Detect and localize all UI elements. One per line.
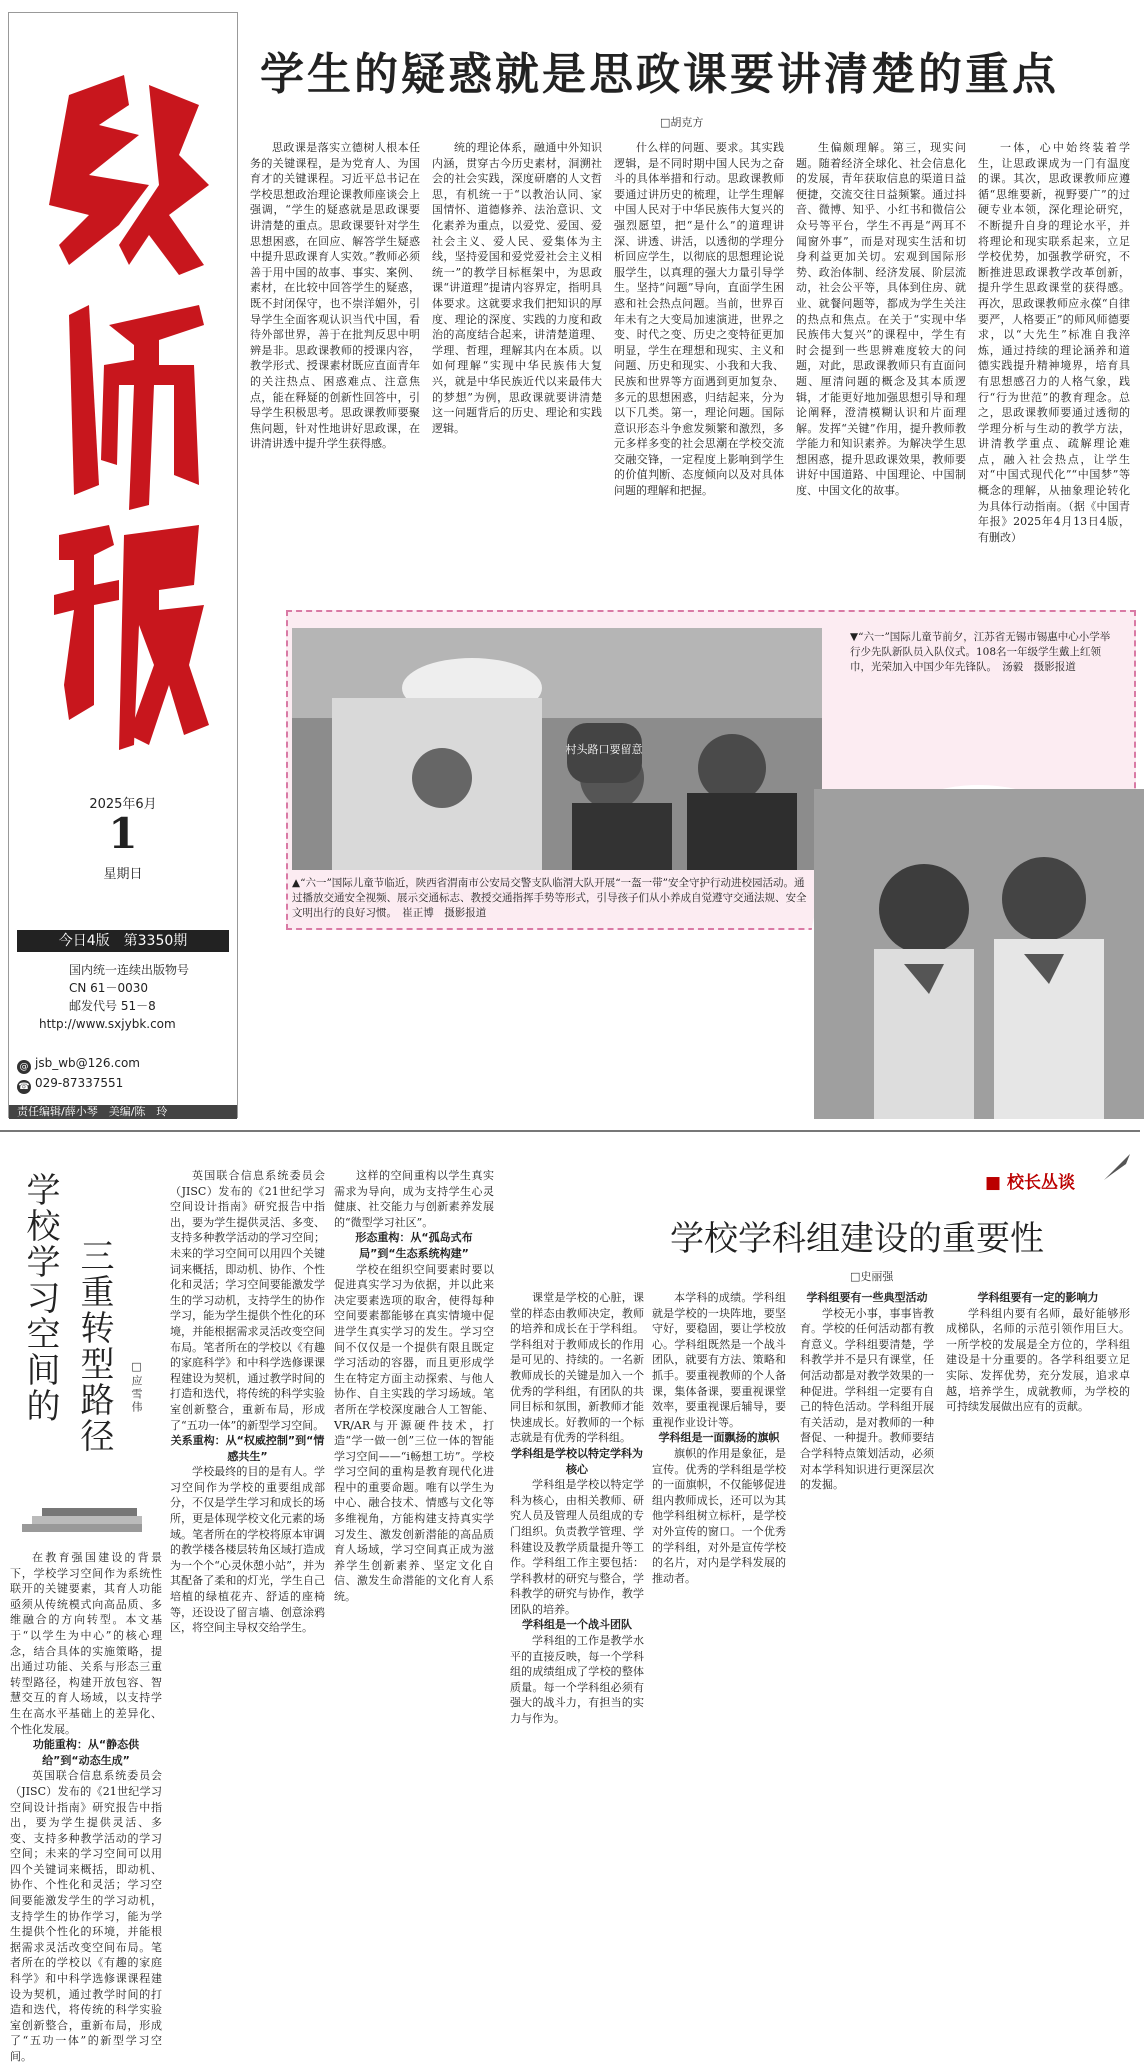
phone-number: 029-87337551 (35, 1076, 124, 1090)
paragraph: 学校无小事，事事皆教育。学校的任何活动都有教育意义。学科组要清楚，学科教学并不是只有课堂，任何活动都是对教学效果的一种促进。学科组一定要有自己的特色活动。学科组开展有关活动，是对教师的一种督促、一种提升。教师要结合学科特点策划活动，必须对本学科知识进行更深层次的发掘。 (800, 1306, 934, 1492)
right-photo-caption: ▼“六一”国际儿童节前夕，江苏省无锡市锡惠中心小学举行少先队新队员入队仪式。108名一年级学生戴上红领巾，光荣加入中国少年先锋队。 汤毅 摄影报道 (850, 631, 1111, 673)
books-decoration (12, 1502, 162, 1542)
column-tag: ■ 校长丛谈 (985, 1173, 1075, 1193)
issue-weekday: 星期日 (103, 867, 143, 882)
paragraph: 英国联合信息系统委员会（JISC）发布的《21世纪学习空间设计指南》研究报告中指出，要为学生提供灵活、多变、支持多种教学活动的学习空间；未来的学习空间可以用四个关键词来概括，即动机、协作、个性化和灵活；学习空间要能激发学生的学习动机，支持学生的协作学习，能为学生提供个性化的环境，并能根据需求灵活改变空间布局。笔者所在的学校以《有趣的家庭科学》和中科学选修课课程建设为契机，通过教学时间的打造和迭代，将传统的科学实验室创新整合，重新布局，形成了“五功一体”的新型学习空间。 (170, 1169, 325, 1432)
sign-text: 村头路口要留意 (565, 743, 643, 756)
cn-number: CN 61－0030 (69, 981, 148, 995)
pen-icon (1100, 1150, 1134, 1184)
right-article-author: □史丽强 (850, 1270, 894, 1283)
paragraph: 统的理论体系，融通中外知识内涵，贯穿古今历史素材，洞溯社会的社会实践，深度研磨的人文哲思，有机统一于“以教治认同、家国情怀、道德修养、法治意识、文化素养为重点，以爱党、爱国、爱社会主义、爱人民、爱集体为主线，坚持爱国和爱党爱社会主义相统一”的教学目标框架中，为思政课“讲道理”提请内容界定，指明具体要求。这就要求我们把知识的厚度、理论的深度、实践的力度和政治的高度结合起来，讲清楚道理、学理、哲理，理解其内在本质。以如何理解“实现中华民族伟大复兴，就是中华民族近代以来最伟大的梦想”为例，思政课就要讲清楚这一问题背后的历史、理论和实践逻辑。 (432, 141, 602, 435)
paragraph: 在教育强国建设的背景下，学校学习空间作为系统性联开的关键要素，其育人功能亟须从传统模式向高品质、多维融合的方向转型。本文基于“以学生为中心”的核心理念，结合具体的实施策略，提出通过功能、关系与形态三重转型路径，构建开放包容、智慧交互的育人场域，以支持学生在高水平基础上的差异化、个性化发展。 (10, 1551, 162, 1736)
subheading: 关系重构：从“权威控制”到“情感共生” (170, 1434, 325, 1463)
website-url[interactable]: http://www.sxjybk.com (39, 1017, 176, 1031)
section-divider (0, 1130, 1140, 1132)
right-article-column-2 (652, 1290, 786, 1895)
paragraph: 本学科的成绩。学科组就是学校的一块阵地，要坚守好，要稳固，要让学校放心。学科组既然是一个战斗团队，就要有方法、策略和抓手。要重视教师的个人备课，集体备课，要重视课堂效率，要重视课后辅导，要重视作业设计等。 (652, 1291, 786, 1429)
left-article-title-line1: 学校学习空间的 (20, 1172, 60, 1424)
paragraph: 思政课是落实立德树人根本任务的关键课程，是为党育人、为国育才的关键课程。习近平总书记在学校思想政治理论课教师座谈会上强调，“学生的疑惑就是思政课要讲清楚的重点。思政课要针对学生思想困惑，在回应、解答学生疑惑中提升思政课育人实效。”教师必须善于用中国的故事、事实、案例、素材，在比较中回答学生的疑惑，既不封闭保守，也不崇洋媚外，引导学生全面客观认识当代中国，看待外部世界，善于在批判反思中明辨是非。思政课教师的授课内容，教学形式、授课素材既应直面青年的关注热点、困惑难点、注意焦点，能在释疑的创新性回答中，引导学生积极思考。思政课教师要聚焦问题，针对性地讲好思政课，在讲清讲透中提升学生获得感。 (250, 141, 420, 451)
paragraph: 学科组内要有名师，最好能够形成梯队，名师的示范引领作用巨大。一所学校的发展是全方位的，学科组建设是十分重要的。各学科组要立足实际、发挥优势，充分发展，追求卓越，培养学生，成就教师，为学校的可持续发展做出应有的贡献。 (946, 1306, 1130, 1414)
issue-date-year-month: 2025年6月 (89, 797, 157, 812)
quill-icon (1100, 1150, 1134, 1184)
email-icon: @ (17, 1060, 31, 1074)
subheading: 学科组是一面飘扬的旗帜 (658, 1431, 780, 1445)
paragraph: 什么样的问题、要求。其实践逻辑，是不同时期中国人民为之奋斗的具体举措和行动。思政课教师要通过讲历史的梳理，让学生理解中国人民对于中华民族伟大复兴的强烈愿望，把“是什么”的道理讲深、讲透、讲活，以透彻的学理分析回应学生，以彻底的思想理论说服学生，以真理的强大力量引导学生。坚持“问题”导向，直面学生困惑和社会热点问题。当前，世界百年未有之大变局加速演进，世界之变、时代之变、历史之变特征更加明显，学生在理想和现实、主义和问题、历史和现实、小我和大我、民族和世界等方面遇到更加复杂、多元的思想困惑，归结起来，分为以下几类。第一，理论问题。国际意识形态斗争愈发频繁和激烈，多元多样多变的社会思潮在学校交流交融交锋，一定程度上影响到学生的价值判断、态度倾向以及对具体问题的理解和把握。 (614, 141, 784, 498)
masthead (8, 12, 238, 1118)
photo-illustration (814, 789, 1144, 1119)
issn-label: 国内统一连续出版物号 (69, 963, 190, 977)
phone-row (17, 1073, 229, 1093)
paragraph: 旗帜的作用是象征，是宣传。优秀的学科组是学校的一面旗帜，不仅能够促进组内教师成长，还可以为其他学科组树立标杆，是学校对外宣传的窗口。一个优秀的学科组，对外是宣传学校的名片，对内是学科发展的推动者。 (652, 1446, 786, 1585)
top-article-title: 学生的疑惑就是思政课要讲清楚的重点 (260, 49, 1059, 100)
left-article-column-1 (10, 1550, 162, 2063)
top-article-author: □胡克方 (660, 116, 704, 129)
top-article-column-4 (796, 140, 966, 590)
editors-credit: 责任编辑/薛小琴 美编/陈 玲 (9, 1105, 237, 1119)
paragraph: 一体，心中始终装着学生，让思政课成为一门有温度的课。其次，思政课教师应遵循“思维要新，视野要广”的过硬专业本领，深化理论研究，不断提升自身的理论水平，并将理论和现实联系起来，立足学校优势，加强教学研究，不断推进思政课教学改革创新，提升学生思政课堂的获得感。再次，思政课教师应永葆“自律要严，人格要正”的师风师德要求，以“大先生”标准自我淬炼，通过持续的理论涵养和道德实践提升精神境界，培育具有思想感召力的人格气象，践行“行为世范”的教育理念。总之，思政课教师要通过透彻的学理分析与生动的教学方法，讲清教学重点、疏解理论难点，融入社会热点，让学生对“中国式现代化”“中国梦”等概念的理解，从抽象理论转化为具体行动指南。（据《中国青年报》2025年4月13日4版，有删改） (978, 141, 1130, 544)
subheading: 形态重构：从“孤岛式布局”到“生态系统构建” (355, 1231, 473, 1260)
top-article-column-3 (614, 140, 784, 590)
paragraph: 这样的空间重构以学生真实需求为导向，成为支持学生心灵健康、社交能力与创新素养发展的“微型学习社区”。 (334, 1169, 494, 1229)
subheading: 学科组要有一定的影响力 (977, 1291, 1099, 1304)
traffic-police-photo (292, 628, 822, 870)
paragraph: 生偏颇理解。第三，现实问题。随着经济全球化、社会信息化的发展，青年获取信息的渠道日益便捷，交流交往日益频繁。通过抖音、微博、知乎、小红书和微信公众号等平台，学生不再是“两耳不闻窗外事”，而是对现实生活和切身利益更加关切。宏观到国际形势、政治体制、经济发展、阶层流动，社会公平等，具体到住房、就业、就餐问题等，都成为学生关注的热点和焦点。在关于“实现中华民族伟大复兴”的课程中，学生有时会提到一些思辨难度较大的问题，对此，思政课教师只有直面问题、厘清问题的概念及其本质逻辑，才能更好地加强思想引导和理论阐释，澄清模糊认识和片面理解。发挥“关键”作用，提升教师教学能力和知识素养。为解决学生思想困惑，提升思政课效果，教师要讲好中国道路、中国理论、中国制度、中国文化的故事。 (796, 141, 966, 498)
paragraph: 学科组是学校以特定学科为核心，由相关教师、研究人员及管理人员组成的专门组织。负责教学管理、学科建设及教学质量提升等工作。学科组工作主要包括：学科教材的研究与整合，学科教学的研究与协作，教学团队的培养。 (510, 1478, 644, 1616)
books-icon (12, 1502, 162, 1542)
edition-number: 今日4版 第3350期 (17, 930, 229, 952)
photo-illustration (292, 628, 822, 870)
right-article-column-1 (510, 1290, 644, 1895)
email-address[interactable]: jsb_wb@126.com (35, 1056, 140, 1070)
right-article-column-3 (800, 1290, 934, 1895)
left-article-author: □应雪伟 (130, 1360, 143, 1414)
subheading: 学科组是学校以特定学科为核心 (511, 1446, 643, 1476)
paragraph: 学校最终的目的是有人。学习空间作为学校的重要组成部分，不仅是学生学习和成长的场所，更是体现学校文化元素的场域。笔者所在的学校将原本审调的教学楼各楼层转角区域打造成为一个个“心灵休憩小站”，并为其配备了柔和的灯光，学生自己培植的绿植花卉、舒适的座椅等，还设设了留言墙、创意涂鸦区，将空间主导权交给学生。 (170, 1465, 325, 1635)
subheading: 学科组是一个战斗团队 (522, 1618, 632, 1632)
young-pioneers-photo (810, 785, 1148, 1123)
newspaper-logo (29, 65, 219, 765)
right-article-title: 学校学科组建设的重要性 (670, 1219, 1044, 1259)
left-article-title-line2: 三重转型路径 (74, 1238, 114, 1454)
top-article-column-1 (250, 140, 420, 590)
issue-day: 1 (108, 809, 138, 858)
left-article-column-3 (334, 1168, 494, 1895)
email-row (17, 1053, 229, 1073)
right-article-column-4 (946, 1290, 1130, 1895)
paragraph: 课堂是学校的心脏，课堂的样态由教师决定，教师的培养和成长在于学科组。学科组对于教师成长的作用是可见的、持续的。一名新教师成长的关键是加入一个优秀的学科组，有团队的共同目标和氛围，新教师才能快速成长。好教师的一个标志就是有优秀的学科组。 (510, 1291, 644, 1445)
phone-icon: ☎ (18, 1082, 30, 1092)
postal-code: 邮发代号 51－8 (69, 999, 156, 1013)
subheading: 功能重构：从“静态供给”到“动态生成” (32, 1738, 140, 1767)
subheading: 学科组要有一些典型活动 (806, 1291, 928, 1304)
logo-calligraphy (29, 65, 219, 765)
contact-block (17, 1053, 229, 1093)
top-article-column-5 (978, 140, 1130, 595)
paragraph: 学科组的工作是教学水平的直接反映，每一个学科组的成绩组成了学校的整体质量。每一个学科组必须有强大的战斗力，有担当的实力与作为。 (510, 1634, 644, 1726)
left-photo-caption: ▲“六一”国际儿童节临近，陕西省渭南市公安局交警支队临渭大队开展“一盔一带”安全守护行动进校园活动。通过播放交通安全视频、展示交通标志、教授交通指挥手势等形式，引导孩子们从小养成自觉遵守交通法规、安全文明出行的良好习惯。 崔正博 摄影报道 (292, 877, 807, 919)
left-article-column-2 (170, 1168, 325, 1895)
paragraph: 学校在组织空间要素时要以促进真实学习为依据，并以此来决定要素选项的取舍，使得每种空间要素都能够在真实情境中促进学生真实学习的发生。学习空间不仅仅是一个提供有限且既定学习活动的容器，而且更形成学生在特定方面主动探索、与他人协作、自主实践的学习场域。笔者所在学校深度融合人工智能、VR/AR与开源硬件技术，打造“学一做一创”三位一体的智能学习空间——“i畅想工坊”。学校学习空间的重构是教育现代化进程中的重要命题。唯有以学生为中心、融合技术、情感与文化等多维视角，方能构建支持真实学习发生、激发创新潜能的高品质育人场域，学习空间真正成为滋养学生创新素养、坚定文化自信、激发生命潜能的文化育人系统。 (334, 1262, 494, 1604)
top-article-column-2 (432, 140, 602, 590)
paragraph: 英国联合信息系统委员会（JISC）发布的《21世纪学习空间设计指南》研究报告中指出，要为学生提供灵活、多变、支持多种教学活动的学习空间；未来的学习空间可以用四个关键词来概括，即动机、协作、个性化和灵活；学习空间要能激发学生的学习动机，支持学生的协作学习，能为学生提供个性化的环境，并能根据需求灵活改变空间布局。笔者所在的学校以《有趣的家庭科学》和中科学选修课课程建设为契机，通过教学时间的打造和迭代，将传统的科学实验室创新整合，重新布局，形成了“五功一体”的新型学习空间。 (10, 1769, 162, 2063)
